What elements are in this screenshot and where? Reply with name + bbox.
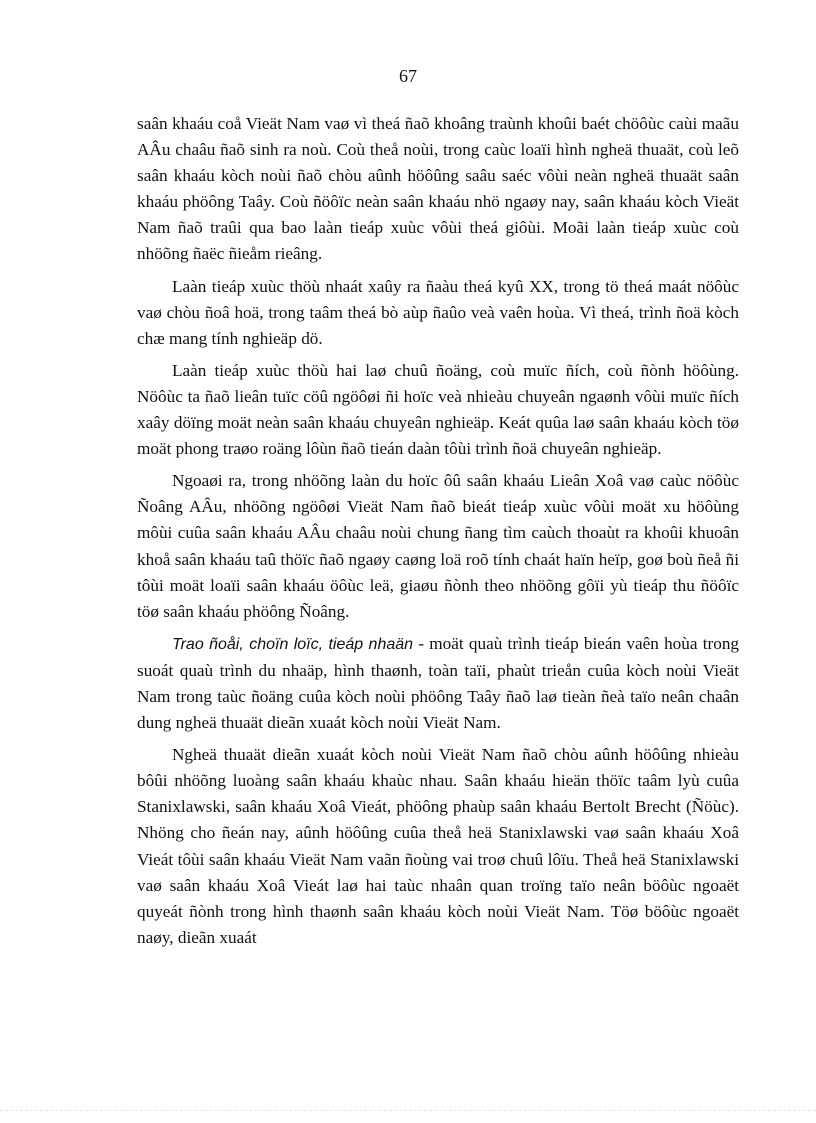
page-bottom-divider — [0, 1110, 816, 1111]
paragraph-4: Ngoaøi ra, trong nhöõng laàn du hoïc ôû saân khaáu Lieân Xoâ vaø caùc nöôùc Ñoâng AÂu, nhöõng ngöôøi Vieät Nam ñaõ bieát tieáp xuùc vôùi moät xu höôùng môùi cuûa saân khaáu AÂu chaâu noùi chung ñang tìm caùch thoaùt ra khoûi khuoân khoå saân khaáu taû thöïc ñaõ ngaøy caøng loä roõ tính chaát haïn heïp, goø boù ñeå ñi tôùi moät loaïi saân khaáu öôùc leä, giaøu ñònh theo nhöõng gôïi yù tieáp thu ñöôïc töø saân khaáu phöông Ñoâng. — [137, 471, 739, 621]
paragraph-5-text: - moät quaù trình tieáp bieán vaên hoùa trong suoát quaù trình du nhaäp, hình thaønh, toàn taïi, phaùt trieån cuûa kòch noùi Vieät Nam trong taùc ñoäng cuûa kòch noùi phöông Taây ñaõ laø tieàn ñeà taïo neân chaân dung ngheä thuaät dieãn xuaát kòch noùi Vieät Nam. — [137, 633, 740, 733]
paragraph-5 — [137, 631, 739, 736]
paragraph-5-italic-lead: Trao ñoåi, choïn loïc, tieáp nhaän — [172, 635, 414, 653]
paragraph-2: Laàn tieáp xuùc thöù nhaát xaûy ra ñaàu theá kyû XX, trong tö theá maát nöôùc vaø chòu ñoâ hoä, trong taâm theá bò aùp ñaûo veà vaên hoùa. Vì theá, trình ñoä kòch chæ mang tính nghieäp dö. — [137, 276, 739, 348]
body-text — [137, 111, 739, 957]
paragraph-6: Ngheä thuaät dieãn xuaát kòch noùi Vieät Nam ñaõ chòu aûnh höôûng nhieàu bôûi nhöõng luoàng saân khaáu khaùc nhau. Saân khaáu hieän thöïc taâm lyù cuûa Stanixlawski, saân khaáu Xoâ Vieát, phöông phaùp saân khaáu Bertolt Brecht (Ñöùc). Nhöng cho ñeán nay, aûnh höôûng cuûa theå heä Stanixlawski vaø saân khaáu Xoâ Vieát tôùi saân khaáu Vieät Nam vaãn ñoùng vai troø chuû lôïu. Theå heä Stanixlawski vaø saân khaáu Xoâ Vieát laø hai taùc nhaân quan troïng taïo neân böôùc ngoaët quyeát ñònh trong hình thaønh saân khaáu kòch noùi Vieät Nam. Töø böôùc ngoaët naøy, dieãn xuaát — [137, 745, 739, 947]
page-number: 67 — [399, 66, 417, 86]
paragraph-1: saân khaáu coå Vieät Nam vaø vì theá ñaõ khoâng traùnh khoûi baét chöôùc caùi maãu AÂu chaâu ñaõ sinh ra noù. Coù theå noùi, trong caùc loaïi hình ngheä thuaät, coù leõ saân khaáu kòch noùi ñaõ chòu aûnh höôûng saâu saéc vôùi neàn ngheä thuaät saân khaáu phöông Taây. Coù ñöôïc neàn saân khaáu nhö ngaøy nay, saân khaáu kòch Vieät Nam ñaõ traûi qua bao laàn tieáp xuùc vôùi theá giôùi. Moãi laàn tieáp xuùc coù nhöõng ñaëc ñieåm rieâng. — [137, 114, 739, 264]
paragraph-3: Laàn tieáp xuùc thöù hai laø chuû ñoäng, coù muïc ñích, coù ñònh höôùng. Nöôùc ta ñaõ lieân tuïc cöû ngöôøi ñi hoïc veà nhieàu chuyeân ngaønh vôùi muïc ñích xaây döïng moät neàn saân khaáu chuyeân nghieäp. Keát quûa laø saân khaáu kòch töø moät phong traøo roäng lôùn ñaõ tieán daàn tôùi trình ñoä chuyeân nghieäp. — [137, 360, 739, 459]
